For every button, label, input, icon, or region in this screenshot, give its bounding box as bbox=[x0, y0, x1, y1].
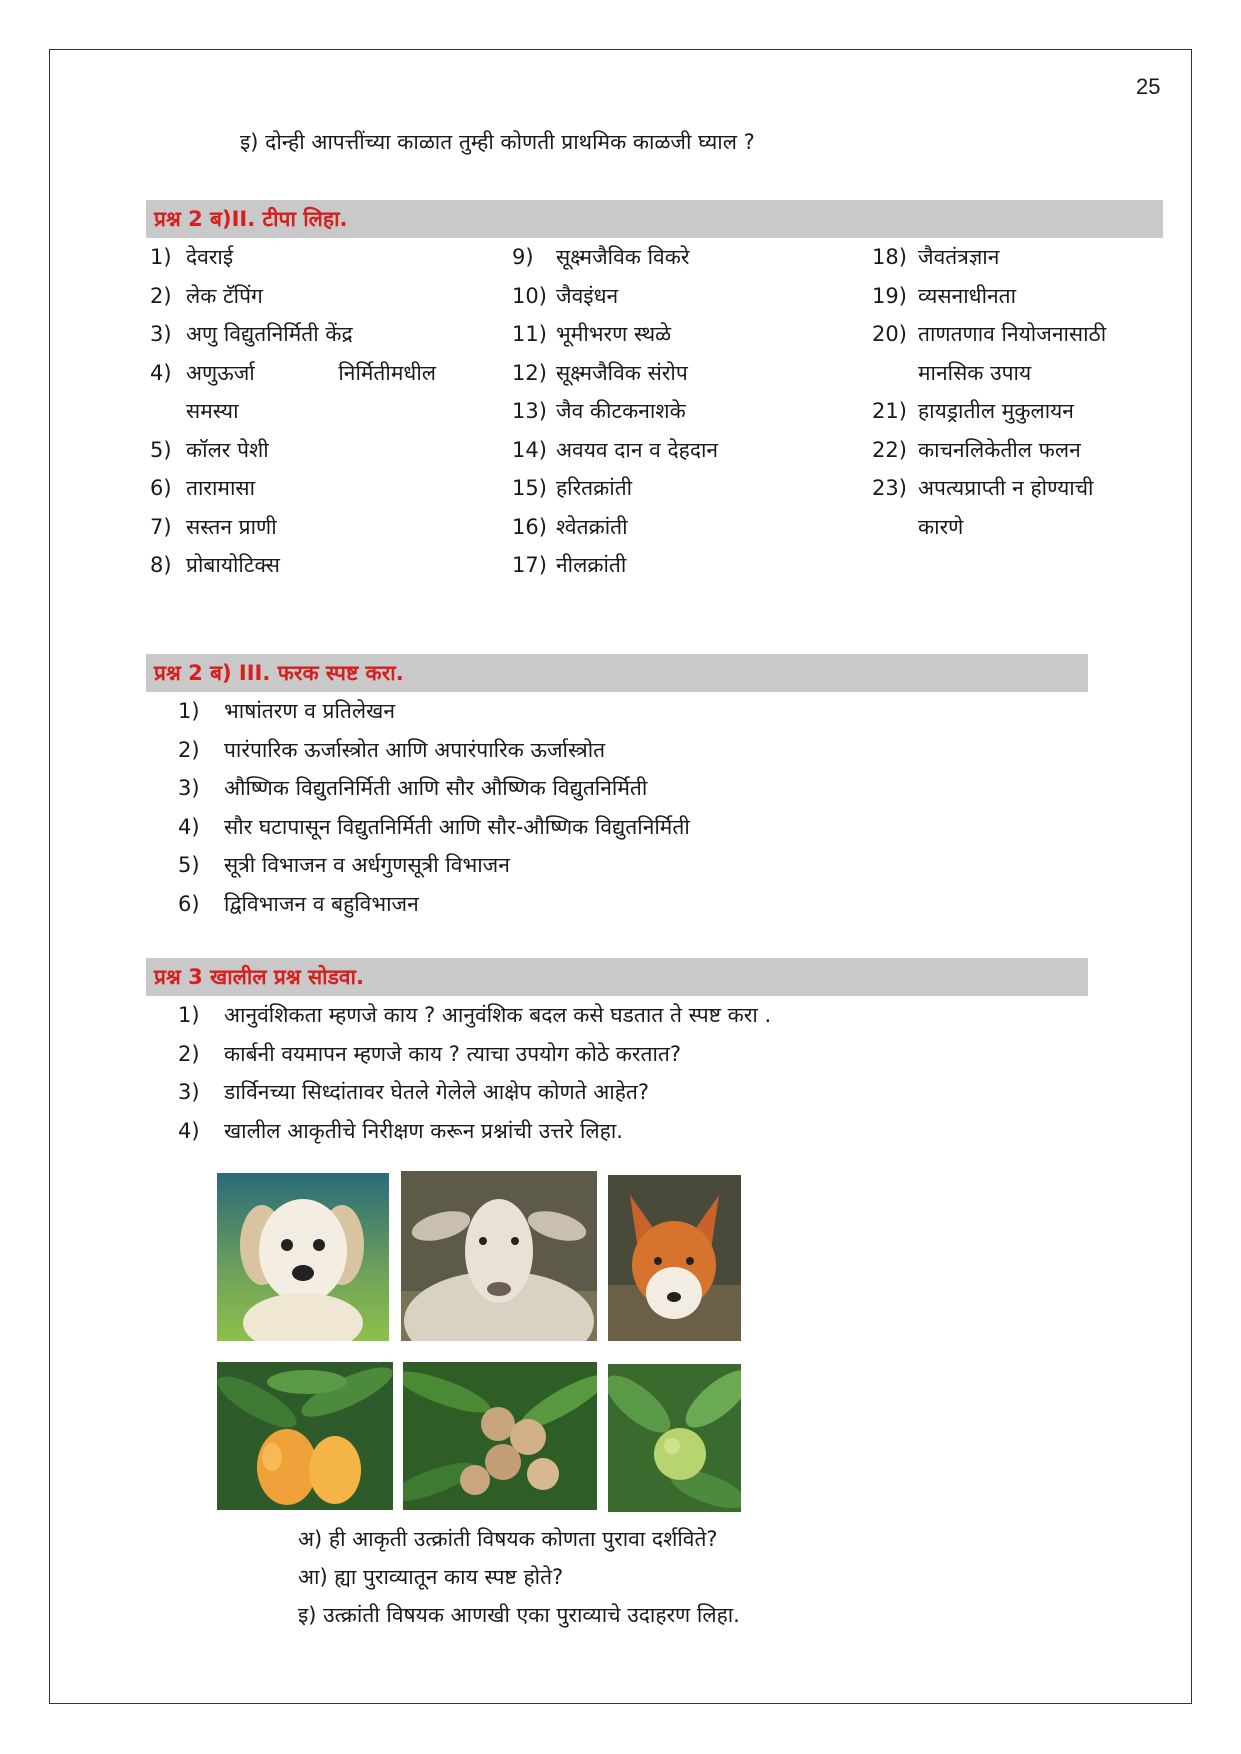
section2-heading: प्रश्न 2 ब) III. फरक स्पष्ट करा. bbox=[146, 654, 1088, 692]
list-item: 1) भाषांतरण व प्रतिलेखन bbox=[178, 699, 395, 723]
list-item: 12) सूक्ष्मजैविक संरोप bbox=[512, 360, 688, 385]
list-item: 3) डार्विनच्या सिध्दांतावर घेतले गेलेले आक्षेप कोणते आहेत? bbox=[178, 1080, 650, 1104]
list-item: 22) काचनलिकेतील फलन bbox=[872, 437, 1081, 462]
list-item: 3) अणु विद्युतनिर्मिती केंद्र bbox=[150, 322, 353, 346]
section3-list bbox=[178, 996, 1078, 1150]
intro-question: इ) दोन्ही आपत्तींच्या काळात तुम्ही कोणती प्राथमिक काळजी घ्याल ? bbox=[240, 130, 755, 154]
list-item: 2) लेक टॅपिंग bbox=[150, 283, 263, 308]
list-item: 17) नीलक्रांती bbox=[512, 553, 627, 577]
list-item: 14) अवयव दान व देहदान bbox=[512, 437, 719, 462]
mango-photo bbox=[217, 1362, 393, 1510]
list-item: 4) अणुऊर्जा निर्मितीमधील bbox=[150, 360, 436, 385]
chikoo-photo bbox=[403, 1362, 597, 1510]
list-item: 6) तारामासा bbox=[150, 476, 256, 500]
section1-heading: प्रश्न 2 ब)II. टीपा लिहा. bbox=[146, 200, 1163, 238]
sub-question: आ) ह्या पुराव्यातून काय स्पष्ट होते? bbox=[298, 1565, 564, 1589]
list-item: 9) सूक्ष्मजैविक विकरे bbox=[512, 245, 690, 269]
list-item: 5) कॉलर पेशी bbox=[150, 437, 269, 462]
list-item: 3) औष्णिक विद्युतनिर्मिती आणि सौर औष्णिक विद्युतनिर्मिती bbox=[178, 776, 648, 800]
list-item: 6) द्विविभाजन व बहुविभाजन bbox=[178, 891, 419, 916]
list-item: 15) हरितक्रांती bbox=[512, 476, 633, 500]
fox-photo bbox=[608, 1175, 741, 1341]
list-item-continued: कारणे bbox=[918, 514, 964, 539]
list-item: 18) जैवतंत्रज्ञान bbox=[872, 245, 1000, 269]
sub-question: अ) ही आकृती उत्क्रांती विषयक कोणता पुरावा दर्शविते? bbox=[298, 1527, 718, 1551]
sub-question: इ) उत्क्रांती विषयक आणखी एका पुराव्याचे उदाहरण लिहा. bbox=[298, 1603, 740, 1627]
section3-heading: प्रश्न 3 खालील प्रश्न सोडवा. bbox=[146, 958, 1088, 996]
list-item: 19) व्यसनाधीनता bbox=[872, 283, 1017, 308]
list-item: 20) ताणतणाव नियोजनासाठी bbox=[872, 322, 1107, 346]
section1-col1 bbox=[150, 238, 470, 585]
list-item: 1) देवराई bbox=[150, 245, 234, 269]
list-item: 7) सस्तन प्राणी bbox=[150, 514, 277, 539]
guava-photo bbox=[608, 1364, 741, 1512]
list-item: 23) अपत्यप्राप्ती न होण्याची bbox=[872, 476, 1094, 500]
section1-col3 bbox=[872, 238, 1162, 546]
section2-list bbox=[178, 692, 1078, 923]
puppy-photo bbox=[217, 1173, 389, 1341]
list-item: 5) सूत्री विभाजन व अर्धगुणसूत्री विभाजन bbox=[178, 853, 510, 877]
sheep-photo bbox=[401, 1171, 597, 1341]
list-item-continued: समस्या bbox=[186, 399, 239, 423]
list-item: 2) पारंपारिक ऊर्जास्त्रोत आणि अपारंपारिक ऊर्जास्त्रोत bbox=[178, 737, 606, 762]
list-item: 4) खालील आकृतीचे निरीक्षण करून प्रश्नांची उत्तरे लिहा. bbox=[178, 1118, 623, 1143]
list-item-continued: मानसिक उपाय bbox=[918, 360, 1032, 385]
list-item: 16) श्वेतक्रांती bbox=[512, 514, 628, 539]
list-item: 1) आनुवंशिकता म्हणजे काय ? आनुवंशिक बदल कसे घडतात ते स्पष्ट करा . bbox=[178, 1003, 772, 1027]
list-item: 4) सौर घटापासून विद्युतनिर्मिती आणि सौर-औष्णिक विद्युतनिर्मिती bbox=[178, 814, 690, 839]
list-item: 13) जैव कीटकनाशके bbox=[512, 399, 686, 423]
list-item: 10) जैवइंधन bbox=[512, 283, 619, 308]
list-item: 8) प्रोबायोटिक्स bbox=[150, 553, 280, 577]
list-item: 21) हायड्रातील मुकुलायन bbox=[872, 399, 1074, 423]
section1-col2 bbox=[512, 238, 852, 585]
list-item: 2) कार्बनी वयमापन म्हणजे काय ? त्याचा उपयोग कोठे करतात? bbox=[178, 1041, 682, 1066]
page-number: 25 bbox=[1136, 74, 1161, 99]
list-item: 11) भूमीभरण स्थळे bbox=[512, 322, 672, 346]
